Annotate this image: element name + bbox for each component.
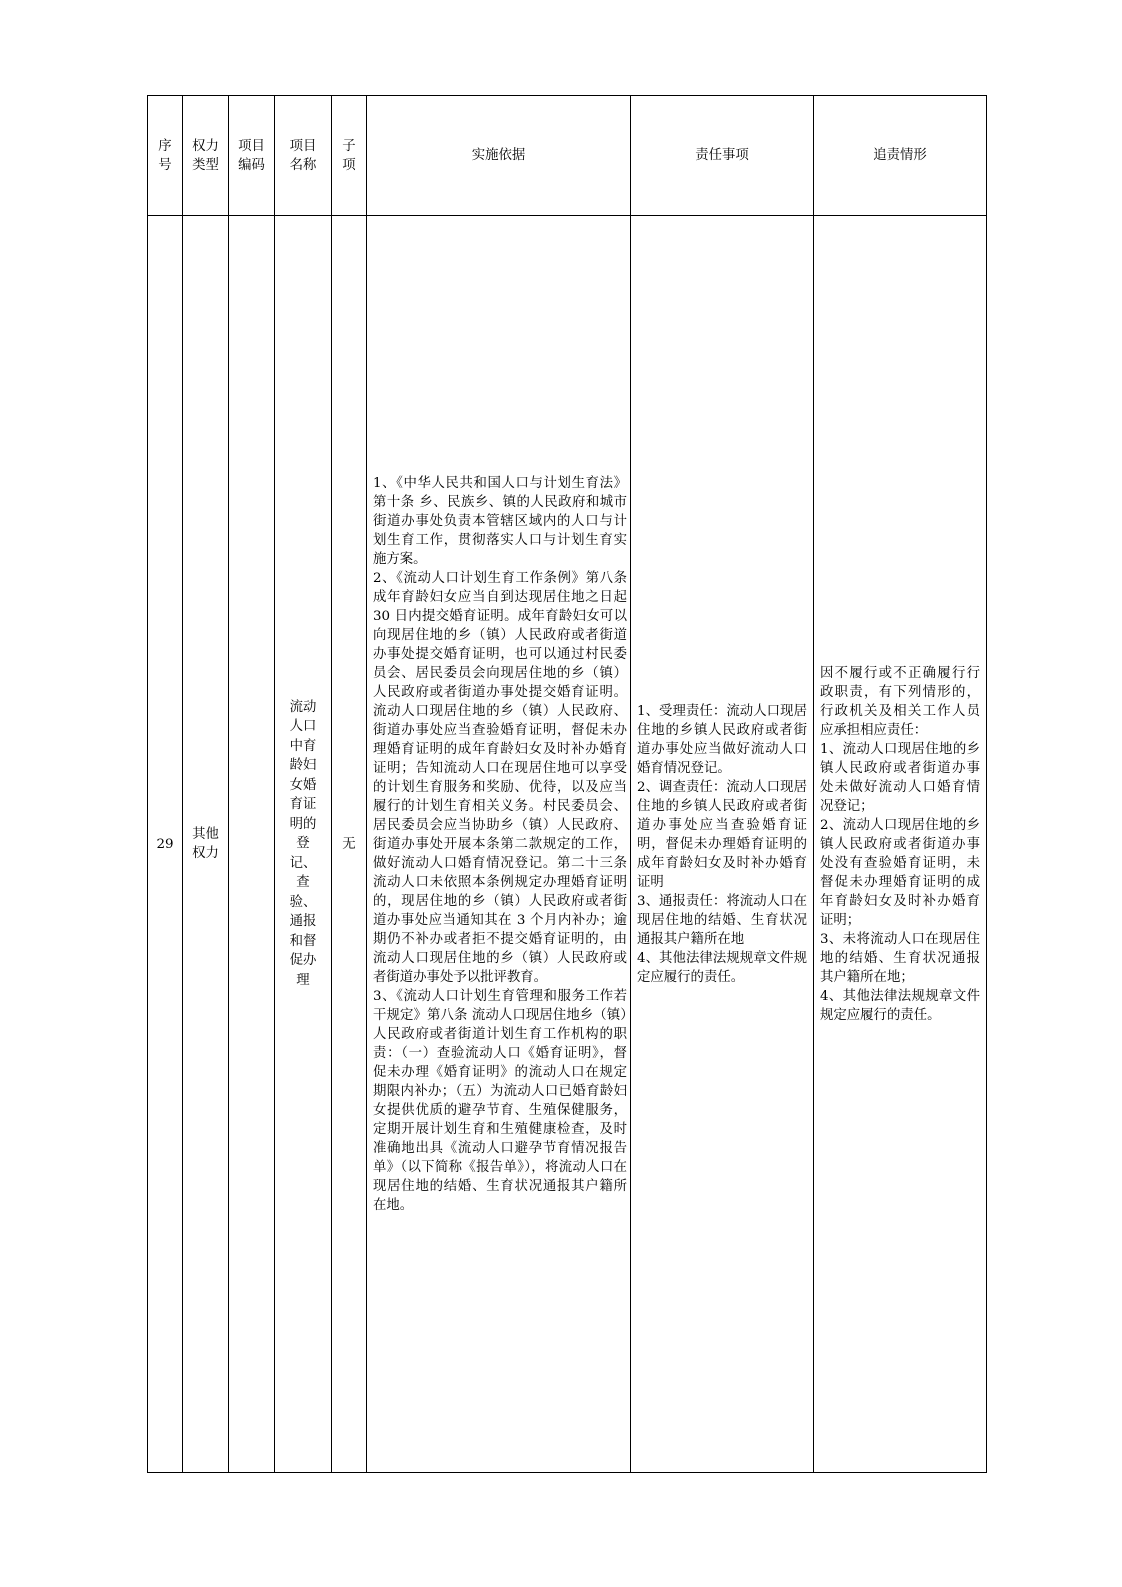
header-seq: 序号 bbox=[148, 96, 183, 216]
header-item-name: 项目名称 bbox=[275, 96, 332, 216]
header-responsibility: 责任事项 bbox=[631, 96, 814, 216]
header-item-code: 项目编码 bbox=[229, 96, 275, 216]
table-header-row bbox=[148, 96, 987, 216]
cell-seq: 29 bbox=[148, 216, 183, 1473]
header-power-type: 权力类型 bbox=[183, 96, 229, 216]
header-accountability: 追责情形 bbox=[814, 96, 987, 216]
header-basis: 实施依据 bbox=[367, 96, 631, 216]
cell-item-code bbox=[229, 216, 275, 1473]
header-sub-item: 子项 bbox=[332, 96, 367, 216]
cell-power-type: 其他权力 bbox=[183, 216, 229, 1473]
cell-accountability: 因不履行或不正确履行行政职责，有下列情形的，行政机关及相关工作人员应承担相应责任： 1、流动人口现居住地的乡镇人民政府或者街道办事处未做好流动人口婚育情况登记； 2、流动人口现居住地的乡镇人民政府或者街道办事处没有查验婚育证明，未督促未办理婚育证明的成年育龄妇女及时补办婚育证明； 3、未将流动人口在现居住地的结婚、生育状况通报其户籍所在地； 4、其他法律法规规章文件规定应履行的责任。 bbox=[814, 216, 987, 1473]
cell-responsibility: 1、受理责任：流动人口现居住地的乡镇人民政府或者街道办事处应当做好流动人口婚育情况登记。 2、调查责任：流动人口现居住地的乡镇人民政府或者街道办事处应当查验婚育证明，督促未办理婚育证明的成年育龄妇女及时补办婚育证明 3、通报责任：将流动人口在现居住地的结婚、生育状况通报其户籍所在地 4、其他法律法规规章文件规定应履行的责任。 bbox=[631, 216, 814, 1473]
table-row bbox=[148, 216, 987, 1473]
power-list-table bbox=[147, 95, 987, 1473]
cell-item-name: 流动人口中育龄妇女婚育证明的登记、查验、通报和督促办理 bbox=[275, 216, 332, 1473]
cell-sub-item: 无 bbox=[332, 216, 367, 1473]
cell-basis: 1、《中华人民共和国人口与计划生育法》第十条 乡、民族乡、镇的人民政府和城市街道办事处负责本管辖区域内的人口与计划生育工作，贯彻落实人口与计划生育实施方案。 2、《流动人口计划生育工作条例》第八条 成年育龄妇女应当自到达现居住地之日起 30 日内提交婚育证明。成年育龄妇女可以向现居住地的乡（镇）人民政府或者街道办事处提交婚育证明，也可以通过村民委员会、居民委员会向现居住地的乡（镇）人民政府或者街道办事处提交婚育证明。流动人口现居住地的乡（镇）人民政府、街道办事处应当查验婚育证明，督促未办理婚育证明的成年育龄妇女及时补办婚育证明；告知流动人口在现居住地可以享受的计划生育服务和奖励、优待，以及应当履行的计划生育相关义务。村民委员会、居民委员会应当协助乡（镇）人民政府、街道办事处开展本条第二款规定的工作，做好流动人口婚育情况登记。第二十三条 流动人口未依照本条例规定办理婚育证明的，现居住地的乡（镇）人民政府或者街道办事处应当通知其在 3 个月内补办；逾期仍不补办或者拒不提交婚育证明的，由流动人口现居住地的乡（镇）人民政府或者街道办事处予以批评教育。 3、《流动人口计划生育管理和服务工作若干规定》第八条 流动人口现居住地乡（镇）人民政府或者街道计划生育工作机构的职责：（一）查验流动人口《婚育证明》，督促未办理《婚育证明》的流动人口在规定期限内补办；（五）为流动人口已婚育龄妇女提供优质的避孕节育、生殖保健服务，定期开展计划生育和生殖健康检查，及时准确地出具《流动人口避孕节育情况报告单》（以下简称《报告单》），将流动人口在现居住地的结婚、生育状况通报其户籍所在地。 bbox=[367, 216, 631, 1473]
